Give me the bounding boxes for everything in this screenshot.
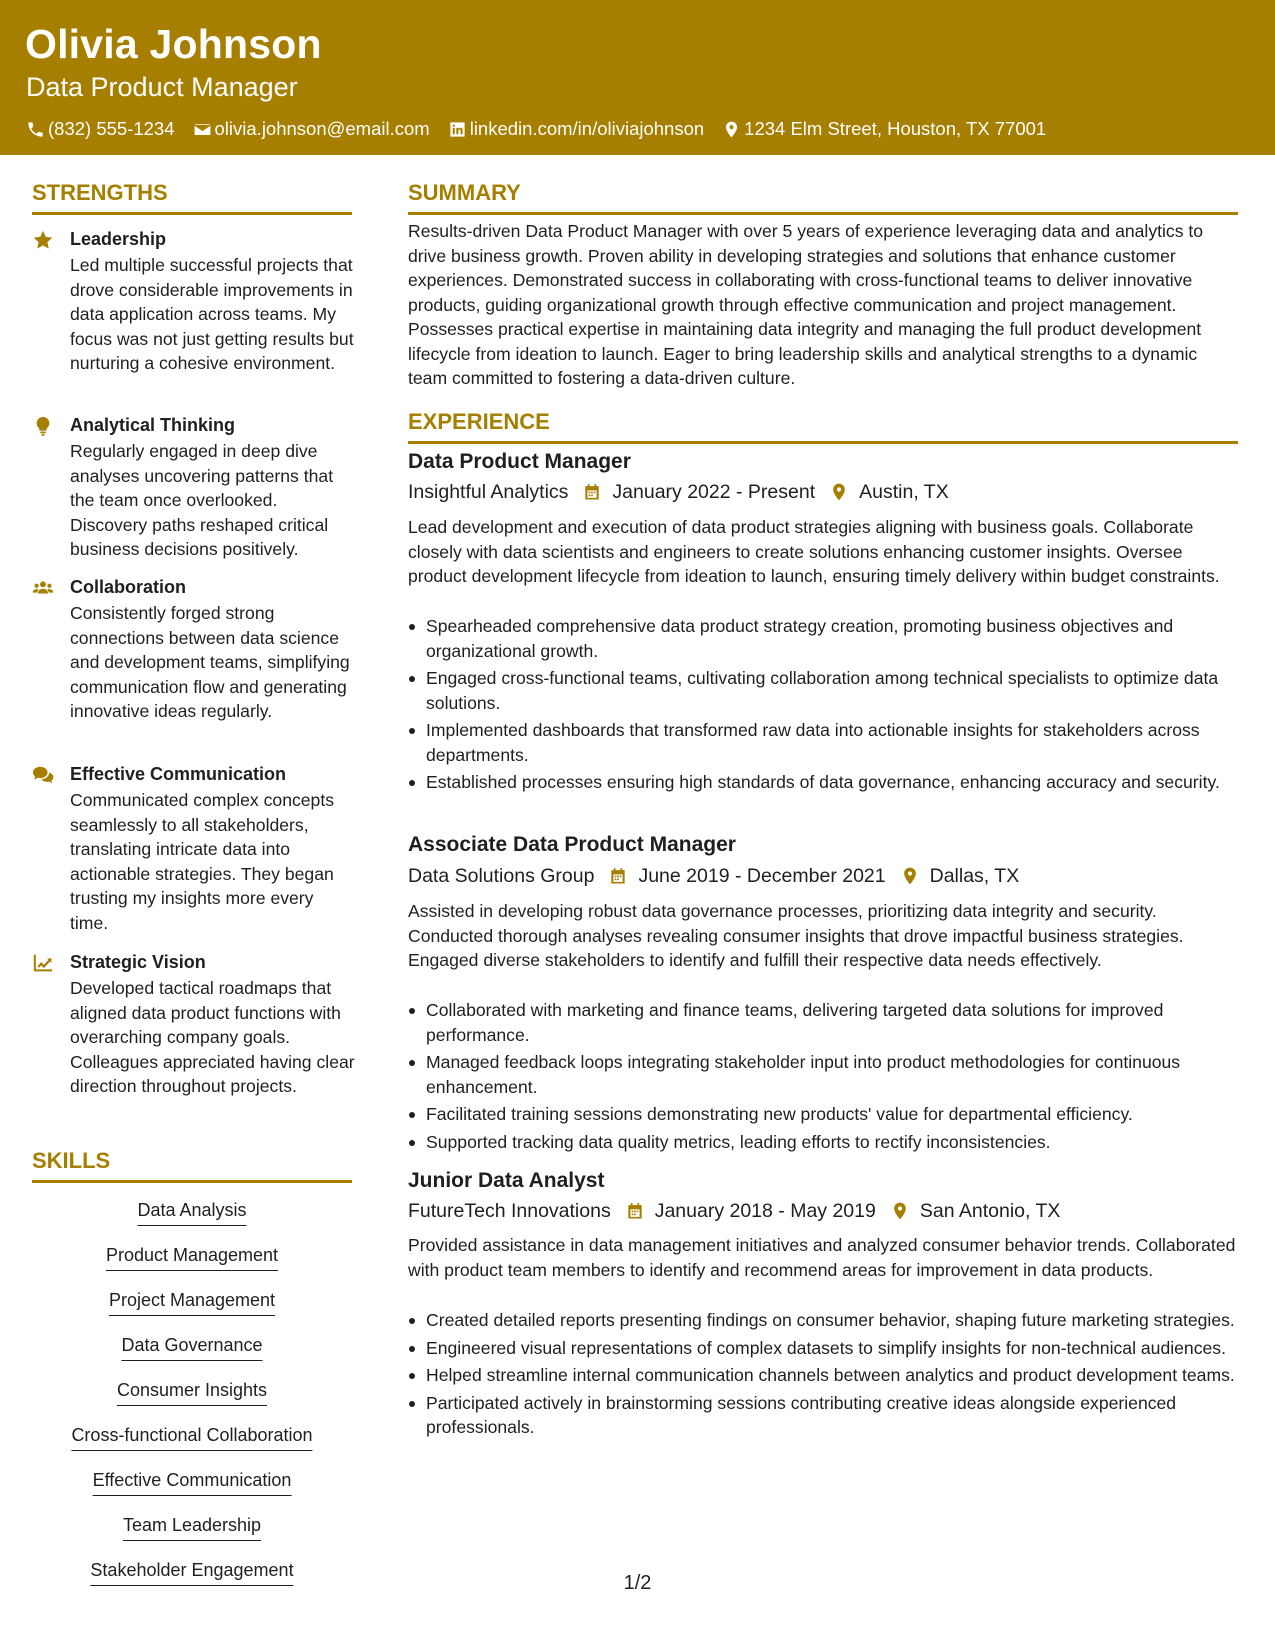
list-item: Participated actively in brainstorming sessions contributing creative ideas alongside experienced professionals.	[408, 1391, 1238, 1440]
skill-tag: Team Leadership	[123, 1513, 261, 1541]
list-item: Created detailed reports presenting findings on consumer behavior, shaping future marketing strategies.	[408, 1308, 1238, 1333]
list-item: Managed feedback loops integrating stakeholder input into product methodologies for continuous enhancement.	[408, 1050, 1238, 1099]
job-location: Dallas, TX	[929, 865, 1020, 887]
list-item: Engaged cross-functional teams, cultivating collaboration among technical specialists to optimize data solutions.	[408, 666, 1238, 715]
skill-tag: Effective Communication	[93, 1468, 292, 1496]
job-title: Associate Data Product Manager	[408, 833, 736, 856]
strength-name: Effective Communication	[70, 764, 287, 784]
list-item: Engineered visual representations of complex datasets to simplify insights for non-technical audiences.	[408, 1336, 1238, 1361]
skill-tag: Project Management	[109, 1288, 275, 1316]
strength-description: Led multiple successful projects that drove considerable improvements in data application across teams. My focus was not just getting results but nurturing a cohesive environment.	[70, 255, 354, 373]
envelope-icon	[193, 120, 212, 139]
candidate-title: Data Product Manager	[26, 72, 298, 102]
strength-name: Analytical Thinking	[70, 415, 236, 435]
summary-heading: SUMMARY	[408, 180, 1238, 215]
strength-description: Developed tactical roadmaps that aligned data product functions with overarching company goals. Colleagues appreciated having clear direction throughout projects.	[70, 978, 355, 1096]
job-dates: January 2022 - Present	[612, 481, 816, 503]
phone-icon	[26, 120, 45, 139]
job-title: Data Product Manager	[408, 450, 631, 473]
linkedin-text: linkedin.com/in/oliviajohnson	[469, 118, 705, 139]
job-dates: June 2019 - December 2021	[638, 865, 886, 887]
skill-tag: Product Management	[106, 1243, 278, 1271]
strengths-heading: STRENGTHS	[32, 180, 352, 215]
list-item: Facilitated training sessions demonstrating new products' value for departmental efficiency.	[408, 1102, 1238, 1127]
job-description: Lead development and execution of data product strategies aligning with business goals. Collaborate closely with data scientists and engineers to create solutions enhancing customer insights. Oversee product development lifecycle from ideation to launch, ensuring timely delivery within budget constraints.	[408, 517, 1220, 586]
address-text: 1234 Elm Street, Houston, TX 77001	[744, 118, 1047, 139]
users-icon	[32, 577, 54, 599]
calendar-icon	[625, 1201, 645, 1221]
summary-text: Results-driven Data Product Manager with over 5 years of experience leveraging data and analytics to drive business growth. Proven ability in developing strategies and solutions that enhance customer experiences. Demonstrated success in collaborating with cross-functional teams to deliver innovative products, guiding organizational growth through effective communication and project management. Possesses practical expertise in maintaining data integrity and managing the full product development lifecycle from ideation to launch. Eager to bring leadership skills and analytical strengths to a dynamic team committed to fostering a data-driven culture.	[408, 221, 1204, 388]
job-description: Assisted in developing robust data governance processes, prioritizing data integrity and security. Conducted thorough analyses revealing consumer insights that drove impactful business strategies. Engaged diverse stakeholders to identify and fulfill their respective data needs effectively.	[408, 901, 1184, 970]
list-item: Collaborated with marketing and finance teams, delivering targeted data solutions for improved performance.	[408, 998, 1238, 1047]
contact-address	[722, 118, 1046, 140]
job-description: Provided assistance in data management initiatives and analyzed consumer behavior trends. Collaborated with product team members to identify and recommend areas for improvement in data products.	[408, 1235, 1236, 1280]
map-marker-icon	[722, 120, 741, 139]
contact-phone[interactable]	[26, 118, 175, 140]
strength-name: Leadership	[70, 229, 167, 249]
candidate-name: Olivia Johnson	[25, 21, 322, 67]
contact-bar	[26, 118, 1064, 140]
job-bullets	[408, 614, 1238, 798]
job-title: Junior Data Analyst	[408, 1169, 605, 1192]
job-company: Insightful Analytics	[408, 481, 569, 503]
star-icon	[32, 229, 54, 251]
job-meta	[408, 479, 949, 505]
experience-heading: EXPERIENCE	[408, 409, 1238, 444]
phone-text: (832) 555-1234	[48, 118, 175, 139]
job-dates: January 2018 - May 2019	[654, 1200, 876, 1222]
chart-line-icon	[32, 952, 54, 974]
job-meta	[408, 1198, 1060, 1224]
map-marker-icon	[900, 866, 920, 886]
calendar-icon	[582, 482, 602, 502]
job-meta	[408, 863, 1019, 889]
job-location: Austin, TX	[859, 481, 949, 503]
skill-tag: Data Analysis	[137, 1198, 246, 1226]
job-company: FutureTech Innovations	[408, 1200, 611, 1222]
calendar-icon	[608, 866, 628, 886]
strength-description: Regularly engaged in deep dive analyses uncovering patterns that the team once overlooked. Discovery paths reshaped critical business decisions positively.	[70, 441, 334, 559]
list-item: Spearheaded comprehensive data product strategy creation, promoting business objectives and organizational growth.	[408, 614, 1238, 663]
strength-name: Strategic Vision	[70, 952, 206, 972]
lightbulb-icon	[32, 415, 54, 437]
skill-tag: Cross-functional Collaboration	[71, 1423, 312, 1451]
contact-email[interactable]	[193, 118, 430, 140]
skill-tag: Stakeholder Engagement	[90, 1558, 293, 1586]
comments-icon	[32, 764, 54, 786]
strength-description: Communicated complex concepts seamlessly to all stakeholders, translating intricate data into actionable strategies. They began trusting my insights more every time.	[70, 790, 335, 933]
list-item: Helped streamline internal communication channels between analytics and product development teams.	[408, 1363, 1238, 1388]
list-item: Established processes ensuring high standards of data governance, enhancing accuracy and security.	[408, 770, 1238, 795]
list-item: Implemented dashboards that transformed raw data into actionable insights for stakeholders across departments.	[408, 718, 1238, 767]
skill-tag: Data Governance	[121, 1333, 262, 1361]
skills-heading: SKILLS	[32, 1148, 352, 1183]
page-number: 1/2	[623, 1572, 652, 1594]
list-item: Supported tracking data quality metrics, leading efforts to rectify inconsistencies.	[408, 1130, 1238, 1155]
email-text: olivia.johnson@email.com	[214, 118, 430, 139]
contact-linkedin[interactable]	[448, 118, 704, 140]
resume-header	[0, 0, 1275, 155]
map-marker-icon	[890, 1201, 910, 1221]
job-bullets	[408, 998, 1238, 1157]
linkedin-icon	[448, 120, 467, 139]
job-bullets	[408, 1308, 1238, 1443]
job-company: Data Solutions Group	[408, 865, 595, 887]
job-location: San Antonio, TX	[919, 1200, 1061, 1222]
strength-description: Consistently forged strong connections between data science and development teams, simplifying communication flow and generating innovative ideas regularly.	[70, 603, 350, 721]
strength-name: Collaboration	[70, 577, 186, 597]
skill-tag: Consumer Insights	[117, 1378, 267, 1406]
map-marker-icon	[829, 482, 849, 502]
